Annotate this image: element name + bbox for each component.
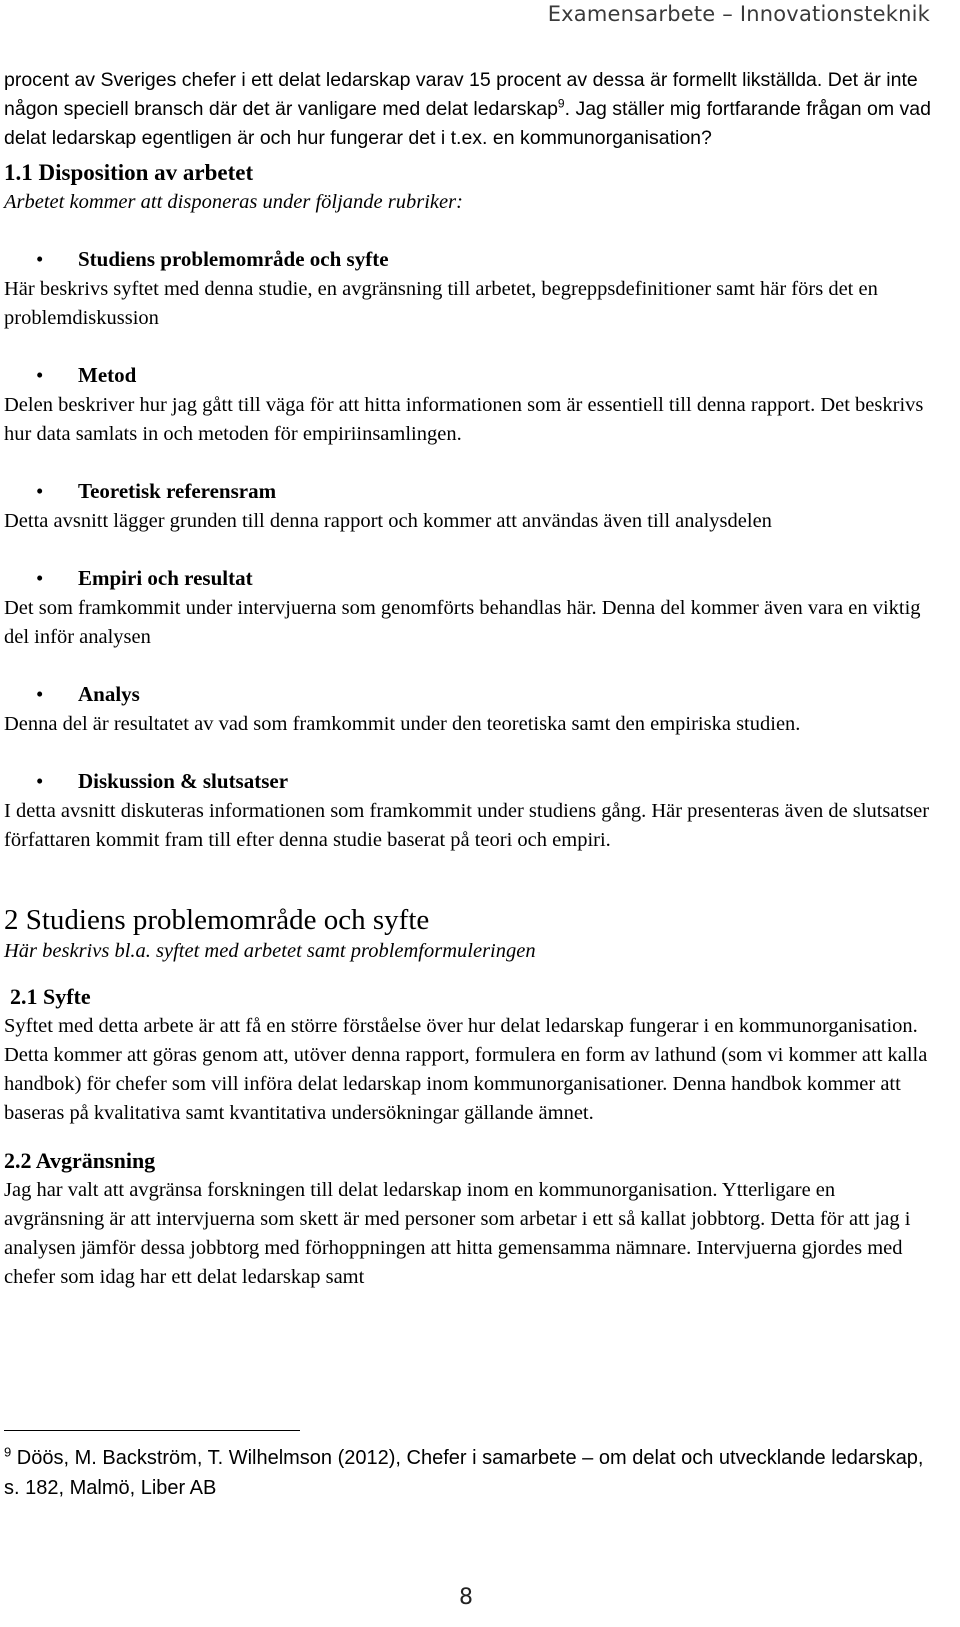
bullet-icon: • <box>36 682 44 706</box>
list-item <box>4 679 934 739</box>
list-item <box>4 563 934 652</box>
footnote <box>4 1443 934 1503</box>
footnote-text: Döös, M. Backström, T. Wilhelmson (2012), Chefer i samarbete – om delat och utvecklande ledarskap, s. 182, Malmö, Liber AB <box>4 1447 924 1499</box>
list-item <box>4 766 934 855</box>
list-item <box>4 244 934 333</box>
running-header: Examensarbete – Innovationsteknik <box>547 2 930 26</box>
list-item <box>4 476 934 536</box>
page-content <box>4 66 934 1292</box>
page-number: 8 <box>459 1585 473 1610</box>
list-item-title: Metod <box>78 363 137 387</box>
section-lead-1-1: Arbetet kommer att disponeras under följande rubriker: <box>4 191 463 213</box>
chapter-lead-2: Här beskrivs bl.a. syftet med arbetet samt problemformuleringen <box>4 940 536 962</box>
list-item <box>4 360 934 449</box>
bullet-icon: • <box>36 247 44 271</box>
section-text-2-1: Syftet med detta arbete är att få en större förståelse över hur delat ledarskap fungerar i en kommunorganisation. Detta kommer att göras genom att, utöver denna rapport, formulera en form av lathund (som vi kommer att kalla handbok) för chefer som vill införa delat ledarskap inom kommunorganisationer. Denna handbok kommer att baseras på kvalitativa samt kvantitativa undersökningar gällande ämnet. <box>4 1015 928 1124</box>
list-item-title: Analys <box>78 682 140 706</box>
list-item-title: Empiri och resultat <box>78 566 253 590</box>
list-item-text: Delen beskriver hur jag gått till väga för att hitta informationen som är essentiell till denna rapport. Det beskrivs hur data samlats in och metoden för empiriinsamlingen. <box>4 394 924 445</box>
intro-text-1: procent av Sveriges chefer i ett delat ledarskap varav 15 procent av dessa är formellt likställda. Det är inte någon speciell bransch där det är vanligare med delat ledarskap <box>4 69 918 120</box>
footnote-separator <box>4 1430 300 1431</box>
intro-paragraph <box>4 66 934 153</box>
footnote-number: 9 <box>4 1444 12 1460</box>
list-item-title: Diskussion & slutsatser <box>78 769 289 793</box>
footnote-reference[interactable]: 9 <box>557 96 565 111</box>
list-item-text: Detta avsnitt lägger grunden till denna rapport och kommer att användas även till analysdelen <box>4 510 772 532</box>
bullet-icon: • <box>36 479 44 503</box>
chapter-heading-2: 2 Studiens problemområde och syfte <box>4 904 430 936</box>
list-item-text: Denna del är resultatet av vad som framkommit under den teoretiska samt den empiriska studien. <box>4 713 801 735</box>
bullet-icon: • <box>36 363 44 387</box>
list-item-text: Det som framkommit under intervjuerna som genomförts behandlas här. Denna del kommer även vara en viktig del inför analysen <box>4 597 921 648</box>
section-heading-2-1: 2.1 Syfte <box>10 984 91 1009</box>
section-heading-1-1: 1.1 Disposition av arbetet <box>4 160 254 185</box>
section-text-2-2: Jag har valt att avgränsa forskningen till delat ledarskap inom en kommunorganisation. Ytterligare en avgränsning är att intervjuerna som skett är med personer som arbetar i ett så kallat jobbtorg. Detta för att jag i analysen jämför dessa jobbtorg med förhoppningen att hitta gemensamma nämnare. Intervjuerna gjordes med chefer som idag har ett delat ledarskap samt <box>4 1179 911 1288</box>
bullet-icon: • <box>36 769 44 793</box>
section-heading-2-2: 2.2 Avgränsning <box>4 1148 156 1173</box>
list-item-text: I detta avsnitt diskuteras informationen som framkommit under studiens gång. Här presenteras även de slutsatser författaren kommit fram till efter denna studie baserat på teori och empiri. <box>4 800 930 851</box>
list-item-text: Här beskrivs syftet med denna studie, en avgränsning till arbetet, begreppsdefinitioner samt här förs det en problemdiskussion <box>4 278 878 329</box>
disposition-list <box>4 244 934 855</box>
intro-text-2: . Jag ställer mig fortfarande frågan om vad delat ledarskap egentligen är och hur fungerar det i t.ex. en kommunorganisation? <box>4 98 931 149</box>
bullet-icon: • <box>36 566 44 590</box>
list-item-title: Studiens problemområde och syfte <box>78 247 389 271</box>
list-item-title: Teoretisk referensram <box>78 479 277 503</box>
